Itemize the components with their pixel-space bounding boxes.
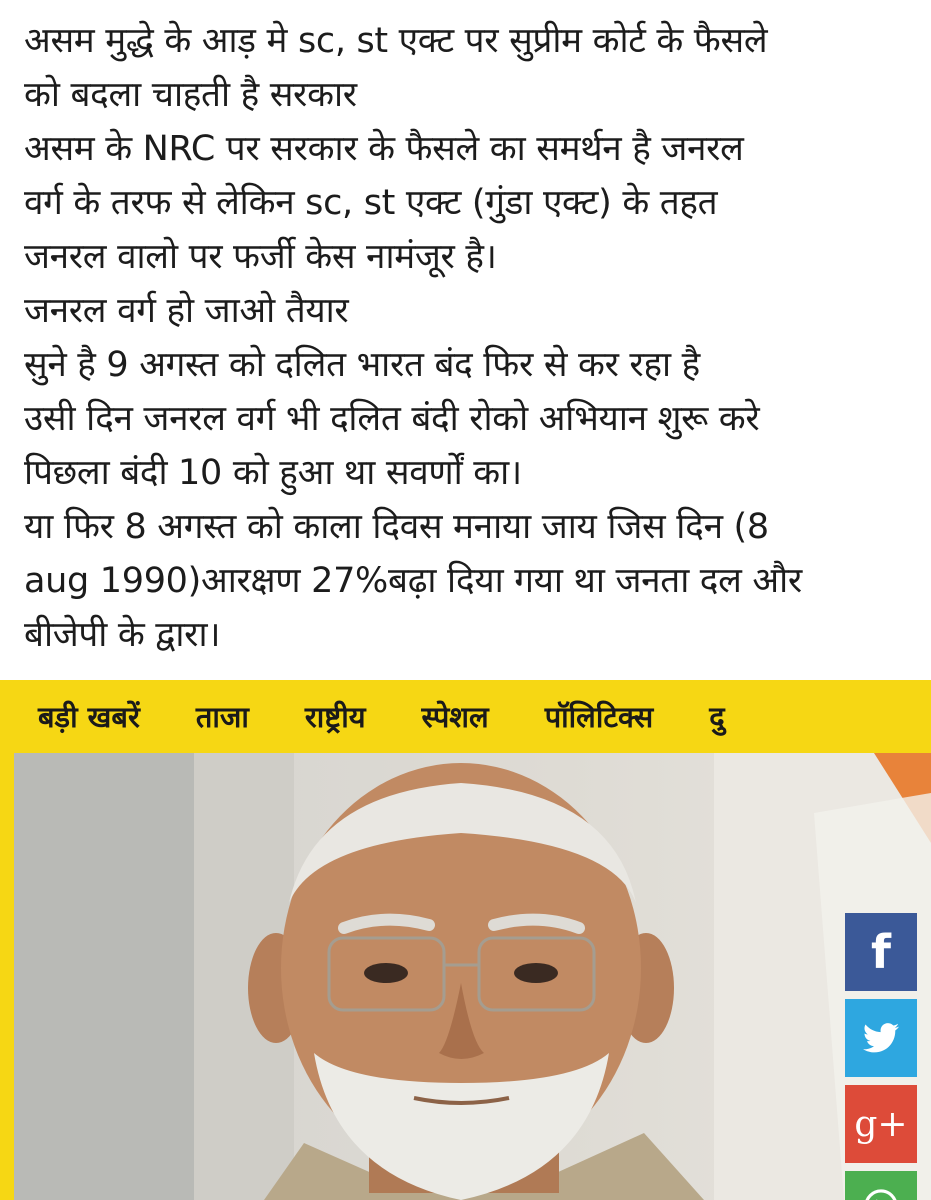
google-plus-icon: g+ xyxy=(854,1103,908,1145)
post-line: वर्ग के तरफ से लेकिन sc, st एक्ट (गुंडा एक्ट) के तहत xyxy=(24,183,718,223)
whatsapp-share-button[interactable] xyxy=(845,1171,917,1200)
facebook-share-button[interactable] xyxy=(845,913,917,991)
nav-item-top-news[interactable]: बड़ी खबरें xyxy=(38,700,140,734)
nav-item-politics[interactable]: पॉलिटिक्स xyxy=(544,700,654,734)
google-plus-share-button[interactable] xyxy=(845,1085,917,1163)
post-line: असम के NRC पर सरकार के फैसले का समर्थन है जनरल xyxy=(24,129,744,169)
post-line: aug 1990)आरक्षण 27%बढ़ा दिया गया था जनता दल और xyxy=(24,561,802,601)
post-line: असम मुद्धे के आड़ मे sc, st एक्ट पर सुप्रीम कोर्ट के फैसले xyxy=(24,21,768,61)
nav-item-special[interactable]: स्पेशल xyxy=(421,700,489,734)
nav-item-truncated[interactable]: दु xyxy=(709,700,725,734)
post-line: सुने है 9 अगस्त को दलित भारत बंद फिर से कर रहा है xyxy=(24,345,700,385)
news-screenshot xyxy=(0,680,931,1200)
post-line: पिछला बंदी 10 को हुआ था सवर्णों का। xyxy=(24,453,522,493)
post-line: या फिर 8 अगस्त को काला दिवस मनाया जाय जिस दिन (8 xyxy=(24,507,769,547)
portrait-illustration xyxy=(14,753,931,1200)
facebook-icon: f xyxy=(870,925,891,979)
news-photo xyxy=(14,753,931,1200)
post-line: जनरल वर्ग हो जाओ तैयार xyxy=(24,291,349,331)
news-nav-bar xyxy=(0,680,931,753)
nav-item-national[interactable]: राष्ट्रीय xyxy=(304,700,366,734)
whatsapp-icon xyxy=(862,1187,900,1200)
nav-item-latest[interactable]: ताजा xyxy=(195,700,249,734)
share-rail xyxy=(845,913,917,1200)
post-text xyxy=(24,14,924,662)
post-line: को बदला चाहती है सरकार xyxy=(24,75,357,115)
twitter-icon xyxy=(863,1023,899,1053)
post-line: बीजेपी के द्वारा। xyxy=(24,615,221,655)
post-line: जनरल वालो पर फर्जी केस नामंजूर है। xyxy=(24,237,497,277)
post-line: उसी दिन जनरल वर्ग भी दलित बंदी रोको अभियान शुरू करे xyxy=(24,399,760,439)
twitter-share-button[interactable] xyxy=(845,999,917,1077)
